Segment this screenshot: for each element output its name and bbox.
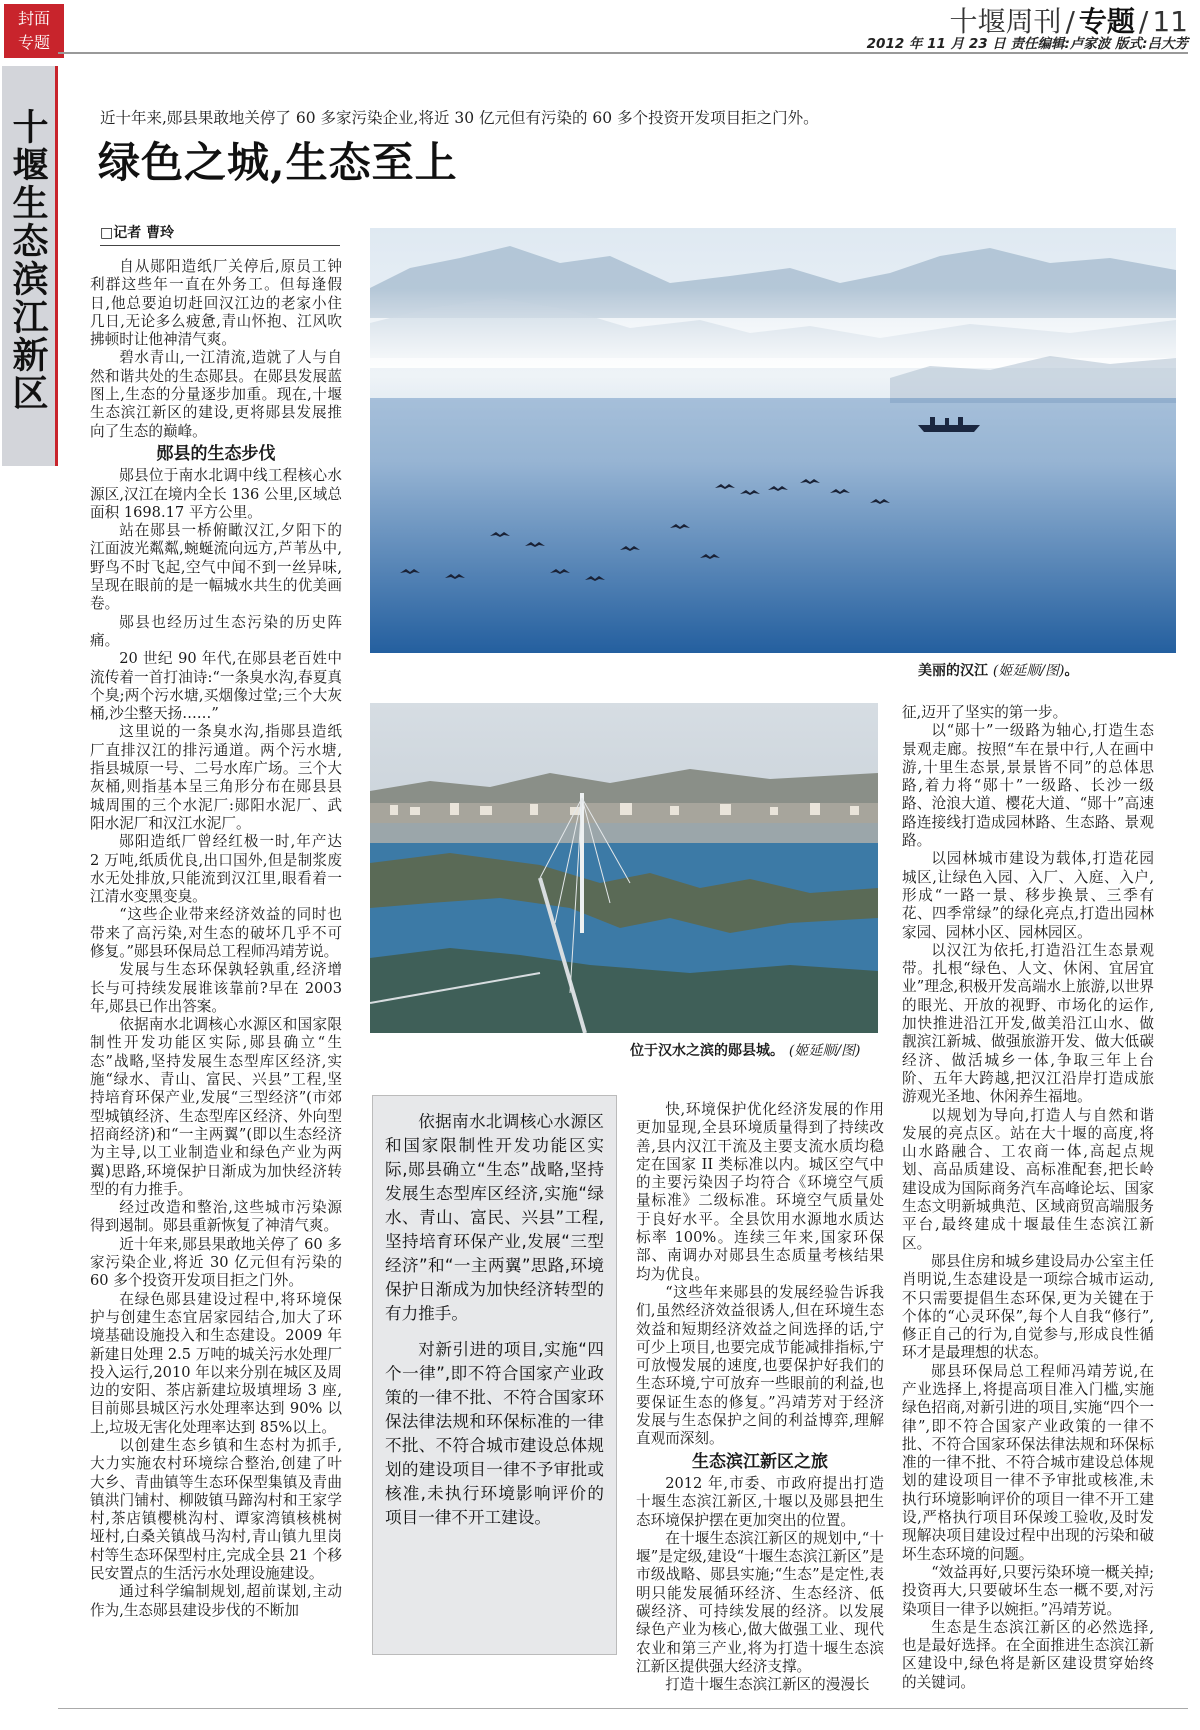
river-photo-svg <box>370 228 1176 653</box>
paragraph: 自从郧阳造纸厂关停后,原员工钟利群这些年一直在外务工。但每逢假日,他总要迫切赶回汉江边的老家小住几日,无论多么疲惫,青山怀抱、江风吹拂顿时让他神清气爽。 <box>90 258 342 349</box>
paragraph: 通过科学编制规划,超前谋划,主动作为,生态郧县建设步伐的不断加 <box>90 1583 342 1619</box>
headline: 绿色之城,生态至上 <box>98 138 458 187</box>
header-rule <box>58 52 1188 54</box>
paragraph: 郧县位于南水北调中线工程核心水源区,汉江在境内全长 136 公里,区域总面积 1698.17 平方公里。 <box>90 467 342 521</box>
paragraph: 碧水青山,一江清流,造就了人与自然和谐共处的生态郧县。在郧县发展蓝图上,生态的分量逐步加重。现在,十堰生态滨江新区的建设,更将郧县发展推向了生态的巅峰。 <box>90 349 342 440</box>
subheading-new-district: 生态滨江新区之旅 <box>692 1451 828 1472</box>
paragraph: 生态是生态滨江新区的必然选择,也是最好选择。在全面推进生态滨江新区建设中,绿色将是新区建设贯穿始终的关键词。 <box>902 1618 1154 1691</box>
column-4 <box>902 704 1154 1692</box>
paragraph: 经过改造和整治,这些城市污染源得到遏制。郧县重新恢复了神清气爽。 <box>90 1199 342 1235</box>
paragraph: 这里说的一条臭水沟,指郧县造纸厂直排汉江的排污通道。两个污水塘,指县城原一号、二号水库广场。三个大灰桶,则指基本呈三角形分布在郧县县城周围的三个水泥厂:郧阳水泥厂、武阳水泥厂和汉江水泥厂。 <box>90 723 342 832</box>
subheading-ecology-steps: 郧县的生态步伐 <box>156 443 276 464</box>
pull-quote-1: 依据南水北调核心水源区和国家限制性开发功能区实际,郧县确立“生态”战略,坚持发展生态型库区经济,实施“绿水、青山、富民、兴县”工程,坚持培育环保产业,发展“三型经济”和“一主两翼”思路,环境保护日渐成为加快经济转型的有力推手。 <box>385 1112 604 1323</box>
paragraph: 发展与生态环保孰轻孰重,经济增长与可持续发展谁该靠前?早在 2003 年,郧县已作出答案。 <box>90 961 342 1015</box>
paragraph: 郧县环保局总工程师冯靖芳说,在产业选择上,将提高项目准入门槛,实施绿色招商,对新引进的项目,实施“四个一律”,即不符合国家产业政策的一律不批、不符合国家环保法律法规和环保标准的一律不批、不符合城市建设总体规划的建设项目一律不予审批或核准,未执行环境影响评价的项目一律不开工建设,严格执行项目环保竣工验收,及时发现解决项目建设过程中出现的污染和破坏生态环境的问题。 <box>902 1362 1154 1563</box>
pull-quote-box <box>372 1095 617 1655</box>
paragraph: “这些年来郧县的发展经验告诉我们,虽然经济效益很诱人,但在环境生态效益和短期经济效益之间选择的话,宁可少上项目,也要完成节能减排指标,宁可放慢发展的速度,也要保护好我们的生态环境,宁可放弃一些眼前的利益,也要保证生态的修复。”冯靖芳对于经济发展与生态保护之间的利益博弈,理解直观而深刻。 <box>636 1283 884 1448</box>
caption-text: 美丽的汉江 <box>918 663 988 679</box>
masthead <box>949 0 1188 38</box>
page-number: 11 <box>1152 5 1188 38</box>
paragraph: 快,环境保护优化经济发展的作用更加显现,全县环境质量得到了持续改善,县内汉江干流及主要支流水质均稳定在国家 II 类标准以内。城区空气中的主要污染因子均符合《环境空气质量标准》二级标准。环境空气质量处于良好水平。全县饮用水源地水质达标率 100%。连续三年来,国家环保部、南调办对郧县生态质量考核结果均为优良。 <box>636 1101 884 1283</box>
footer-rule <box>58 1708 1188 1709</box>
paragraph: 2012 年,市委、市政府提出打造十堰生态滨江新区,十堰以及郧县把生态环境保护摆在更加突出的位置。 <box>636 1474 884 1529</box>
paragraph: 郧县住房和城乡建设局办公室主任肖明说,生态建设是一项综合城市运动,不只需要提倡生态环保,更为关键在于个体的“心灵环保”,每个人自我“修行”,修正自己的行为,自觉参与,形成良性循环才是最理想的状态。 <box>902 1252 1154 1362</box>
paragraph: “效益再好,只要污染环境一概关掉;投资再大,只要破坏生态一概不要,对污染项目一律予以婉拒。”冯靖芳说。 <box>902 1563 1154 1618</box>
paragraph: 以汉江为依托,打造沿江生态景观带。扎根“绿色、人文、休闲、宜居宜业”理念,积极开发高端水上旅游,以世界的眼光、开放的视野、市场化的运作,加快推进沿江开发,做美沿江山水、做靓滨江新城、做强旅游开发、做大低碳经济、做活城乡一体,争取三年上台阶、五年大跨越,把汉江沿岸打造成旅游观光圣地、休闲养生福地。 <box>902 941 1154 1106</box>
paragraph: “这些企业带来经济效益的同时也带来了高污染,对生态的破坏几乎不可修复。”郧县环保局总工程师冯靖芳说。 <box>90 906 342 960</box>
photo-caption-city <box>630 1040 861 1060</box>
paragraph: 郧县也经历过生态污染的历史阵痛。 <box>90 613 342 649</box>
photo-caption-river <box>918 660 1079 680</box>
paragraph: 在绿色郧县建设过程中,将环境保护与创建生态宜居家园结合,加大了环境基础设施投入和生态建设。2009 年新建日处理 2.5 万吨的城关污水处理厂投入运行,2010 年以来分别在城区及周边的安阳、茶店新建垃圾填埋场 3 座,目前郧县城区污水处理率达到 90% 以上,垃圾无害化处理率达到 85%以上。 <box>90 1290 342 1436</box>
byline: □记者 曹玲 <box>100 222 340 246</box>
caption-end: 。 <box>1064 663 1079 679</box>
dateline: 2012 年 11 月 23 日 责任编辑:卢家波 版式:吕大芳 <box>866 36 1188 52</box>
side-title-box <box>2 66 58 466</box>
section-name: 专题 <box>1078 5 1135 38</box>
paragraph: 20 世纪 90 年代,在郧县老百姓中流传着一首打油诗:“一条臭水沟,春夏真个臭;两个污水塘,买烟像过堂;三个大灰桶,沙尘整天扬……” <box>90 650 342 723</box>
column-1 <box>90 258 342 1620</box>
photo-hanjiang-river <box>370 228 1176 653</box>
paragraph: 征,迈开了坚实的第一步。 <box>902 704 1068 721</box>
paragraph: 以规划为导向,打造人与自然和谐发展的亮点区。站在大十堰的高度,将山水路融合、工农商一体,高起点规划、高品质建设、高标准配套,把长岭建设成为国际商务汽车高峰论坛、国家生态文明新城典范、区域商贸高端服务平台,最终建成十堰最佳生态滨江新区。 <box>902 1106 1154 1252</box>
column-3 <box>636 1101 884 1695</box>
paragraph: 站在郧县一桥俯瞰汉江,夕阳下的江面波光粼粼,蜿蜒流向远方,芦苇丛中,野鸟不时飞起,空气中闻不到一丝异味,呈现在眼前的是一幅城水共生的优美画卷。 <box>90 522 342 613</box>
paragraph: 依据南水北调核心水源区和国家限制性开发功能区实际,郧县确立“生态”战略,坚持发展生态型库区经济,实施“绿水、青山、富民、兴县”工程,坚持培育环保产业,发展“三型经济”(市郊型城镇经济、生态型库区经济、外向型招商经济)和“一主两翼”(即以生态经济为主导,以工业制造业和绿色产业为两翼)思路,环境保护日渐成为加快经济转型的有力推手。 <box>90 1016 342 1198</box>
city-photo-svg <box>370 703 878 1033</box>
paragraph: 以“郧十”一级路为轴心,打造生态景观走廊。按照“车在景中行,人在画中游,十里生态景,景景皆不同”的总体思路,着力将“郧十”一级路、长沙一级路、沧浪大道、樱花大道、“郧十”高速路连接线打造成园林路、生态路、景观路。 <box>902 722 1154 850</box>
side-title: 十堰生态滨江新区 <box>7 108 49 412</box>
paper-name: 十堰周刊 <box>949 5 1062 38</box>
caption-credit: (姬延顺/图) <box>788 1043 861 1059</box>
masthead-sep-2: / <box>1138 5 1149 38</box>
pull-quote-2: 对新引进的项目,实施“四个一律”,即不符合国家产业政策的一律不批、不符合国家环保法律法规和环保标准的一律不批、不符合城市建设总体规划的建设项目一律不予审批或核准,未执行环境影响评价的项目一律不开工建设。 <box>385 1340 604 1527</box>
paragraph: 在十堰生态滨江新区的规划中,“十堰”是定级,建设“十堰生态滨江新区”是市级战略、郧县实施;“生态”是定性,表明只能发展循环经济、生态经济、低碳经济、可持续发展的经济。以发展绿色产业为核心,做大做强工业、现代农业和第三产业,将为打造十堰生态滨江新区提供强大经济支撑。 <box>636 1529 884 1675</box>
section-badge <box>4 4 64 58</box>
paragraph: 近十年来,郧县果敢地关停了 60 多家污染企业,将近 30 亿元但有污染的 60 多个投资开发项目拒之门外。 <box>90 1235 342 1290</box>
lead-summary: 近十年来,郧县果敢地关停了 60 多家污染企业,将近 30 亿元但有污染的 60 多个投资开发项目拒之门外。 <box>100 109 819 127</box>
masthead-sep-1: / <box>1065 5 1075 38</box>
paragraph: 以园林城市建设为载体,打造花园城区,让绿色入园、入厂、入庭、入户,形成“一路一景、移步换景、三季有花、四季常绿”的绿化亮点,打造出园林家园、园林小区、园林园区。 <box>902 850 1154 941</box>
paragraph: 郧阳造纸厂曾经红极一时,年产达 2 万吨,纸质优良,出口国外,但是制浆废水无处排放,只能流到汉江里,眼看着一江清水变黑变臭。 <box>90 833 342 906</box>
badge-line-1: 封面 <box>17 9 50 28</box>
paragraph: 打造十堰生态滨江新区的漫漫长 <box>665 1676 870 1694</box>
badge-line-2: 专题 <box>17 33 50 52</box>
photo-yunxian-city <box>370 703 878 1033</box>
caption-credit: (姬延顺/图) <box>992 663 1065 679</box>
paragraph: 以创建生态乡镇和生态村为抓手,大力实施农村环境综合整治,创建了叶大乡、青曲镇等生态环保型集镇及青曲镇洪门铺村、柳陂镇马蹄沟村和王家学村,茶店镇樱桃沟村、谭家湾镇核桃树垭村,白桑关镇战马沟村,青山镇九里岗村等生态环保型村庄,完成全县 21 个移民安置点的生活污水处理设施建设。 <box>90 1437 342 1583</box>
caption-text: 位于汉水之滨的郧县城。 <box>630 1043 784 1059</box>
